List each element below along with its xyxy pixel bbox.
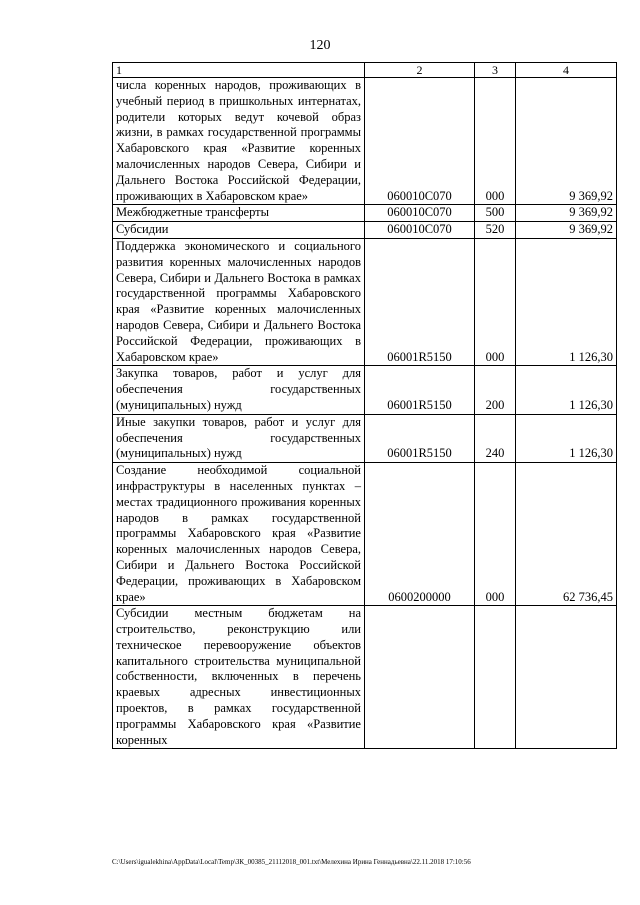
row-code: 06001R5150 <box>365 238 475 365</box>
row-type: 500 <box>475 205 516 222</box>
file-path-footer: C:\Users\igualekhina\AppData\Local\Temp\ЗК_00385_21112018_001.txt\Мелехина Ирина Геннадьевна\22.11.2018 17:10:56 <box>112 858 471 866</box>
row-amount: 1 126,30 <box>516 414 617 462</box>
table-row <box>113 414 617 462</box>
table-row <box>113 238 617 365</box>
row-code: 060010С070 <box>365 205 475 222</box>
row-amount: 9 369,92 <box>516 78 617 205</box>
row-type: 200 <box>475 366 516 414</box>
row-code: 0600200000 <box>365 463 475 606</box>
row-amount <box>516 606 617 749</box>
row-name: Закупка товаров, работ и услуг для обеспечения государственных (муниципальных) нужд <box>113 366 365 414</box>
row-amount: 1 126,30 <box>516 366 617 414</box>
header-col-2: 2 <box>365 63 475 78</box>
row-code: 06001R5150 <box>365 414 475 462</box>
row-name: Субсидии <box>113 222 365 239</box>
row-code <box>365 606 475 749</box>
table-header-row <box>113 63 617 78</box>
row-name: Межбюджетные трансферты <box>113 205 365 222</box>
table-row <box>113 78 617 205</box>
table-row <box>113 222 617 239</box>
row-type: 520 <box>475 222 516 239</box>
row-name: числа коренных народов, проживающих в учебный период в пришкольных интернатах, родители которых ведут кочевой образ жизни, в рамках государственной программы Хабаровского края «Развитие коренных малочисленных народов Севера, Сибири и Дальнего Востока Российской Федерации, проживающих в Хабаровском крае» <box>113 78 365 205</box>
row-type: 240 <box>475 414 516 462</box>
table-row <box>113 366 617 414</box>
header-col-3: 3 <box>475 63 516 78</box>
row-type: 000 <box>475 238 516 365</box>
row-code: 06001R5150 <box>365 366 475 414</box>
row-name: Создание необходимой социальной инфраструктуры в населенных пунктах – местах традиционного проживания коренных народов в рамках государственной программы Хабаровского края «Развитие коренных малочисленных народов Севера, Сибири и Дальнего Востока Российской Федерации, проживающих в Хабаровском крае» <box>113 463 365 606</box>
table-row <box>113 205 617 222</box>
row-name: Иные закупки товаров, работ и услуг для обеспечения государственных (муниципальных) нужд <box>113 414 365 462</box>
page-number: 120 <box>309 38 331 53</box>
row-amount: 1 126,30 <box>516 238 617 365</box>
header-col-4: 4 <box>516 63 617 78</box>
row-name: Поддержка экономического и социального развития коренных малочисленных народов Севера, Сибири и Дальнего Востока в рамках государственной программы Хабаровского края «Развитие коренных малочисленных народов Севера, Сибири и Дальнего Востока Российской Федерации, проживающих в Хабаровском крае» <box>113 238 365 365</box>
header-col-1: 1 <box>113 63 365 78</box>
row-type: 000 <box>475 78 516 205</box>
row-name: Субсидии местным бюджетам на строительство, реконструкцию или техническое перевооружение объектов капитального строительства муниципальной собственности, включенных в перечень краевых адресных инвестиционных проектов, в рамках государственной программы Хабаровского края «Развитие коренных <box>113 606 365 749</box>
row-amount: 9 369,92 <box>516 222 617 239</box>
row-type: 000 <box>475 463 516 606</box>
row-code: 060010С070 <box>365 78 475 205</box>
row-type <box>475 606 516 749</box>
table-row <box>113 463 617 606</box>
row-amount: 9 369,92 <box>516 205 617 222</box>
table-row <box>113 606 617 749</box>
row-amount: 62 736,45 <box>516 463 617 606</box>
budget-table <box>112 62 617 749</box>
row-code: 060010С070 <box>365 222 475 239</box>
